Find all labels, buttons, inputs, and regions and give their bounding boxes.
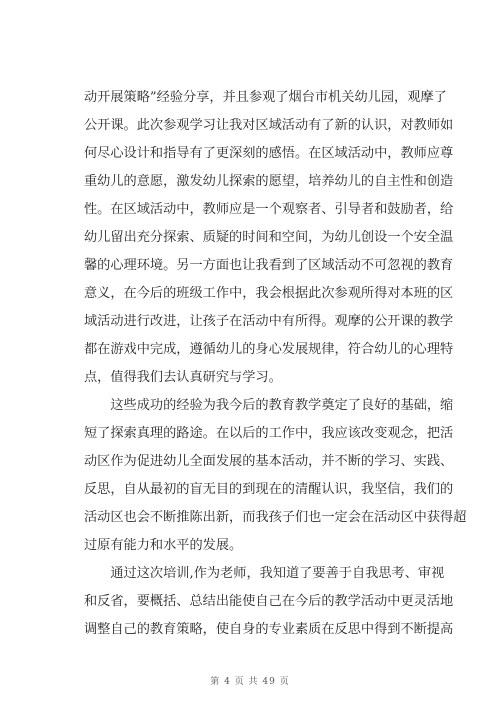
text-line: 动区作为促进幼儿全面发展的基本活动，并不断的学习、实践、 xyxy=(84,454,454,469)
text-line: 幼儿留出充分探索、质疑的时间和空间，为幼儿创设一个安全温 xyxy=(84,230,454,245)
text-line: 通过这次培训,作为老师，我知道了要善于自我思考、审视 xyxy=(84,566,445,581)
text-line: 重幼儿的意愿，激发幼儿探索的愿望，培养幼儿的自主性和创造 xyxy=(84,174,454,189)
text-line: 短了探索真理的路途。在以后的工作中，我应该改变观念，把活 xyxy=(84,426,454,441)
text-line: 何尽心设计和指导有了更深刻的感悟。在区域活动中，教师应尊 xyxy=(84,146,454,161)
body-text xyxy=(84,84,467,644)
text-line: 活动区也会不断推陈出新，而我孩子们也一定会在活动区中获得超 xyxy=(84,510,467,525)
text-line: 公开课。此次参观学习让我对区域活动有了新的认识，对教师如 xyxy=(84,118,454,133)
text-line: 调整自己的教育策略，使自身的专业素质在反思中得到不断提高 xyxy=(84,622,454,637)
text-line: 域活动进行改进，让孩子在活动中有所得。观摩的公开课的教学 xyxy=(84,314,454,329)
text-line: 反思，自从最初的盲无目的到现在的清醒认识，我坚信，我们的 xyxy=(84,482,454,497)
page-number-footer: 第 4 页 共 49 页 xyxy=(210,677,290,687)
text-line: 和反省，要概括、总结出能使自己在今后的教学活动中更灵活地 xyxy=(84,594,454,609)
text-line: 点，值得我们去认真研究与学习。 xyxy=(84,370,282,385)
text-line: 都在游戏中完成，遵循幼儿的身心发展规律，符合幼儿的心理特 xyxy=(84,342,454,357)
text-line: 动开展策略”经验分享，并且参观了烟台市机关幼儿园，观摩了 xyxy=(84,90,447,105)
text-line: 过原有能力和水平的发展。 xyxy=(84,538,243,553)
text-line: 意义，在今后的班级工作中，我会根据此次参观所得对本班的区 xyxy=(84,286,454,301)
text-line: 馨的心理环境。另一方面也让我看到了区域活动不可忽视的教育 xyxy=(84,258,454,273)
text-line: 性。在区域活动中，教师应是一个观察者、引导者和鼓励者，给 xyxy=(84,202,454,217)
text-line: 这些成功的经验为我今后的教育教学奠定了良好的基础，缩 xyxy=(84,398,454,413)
